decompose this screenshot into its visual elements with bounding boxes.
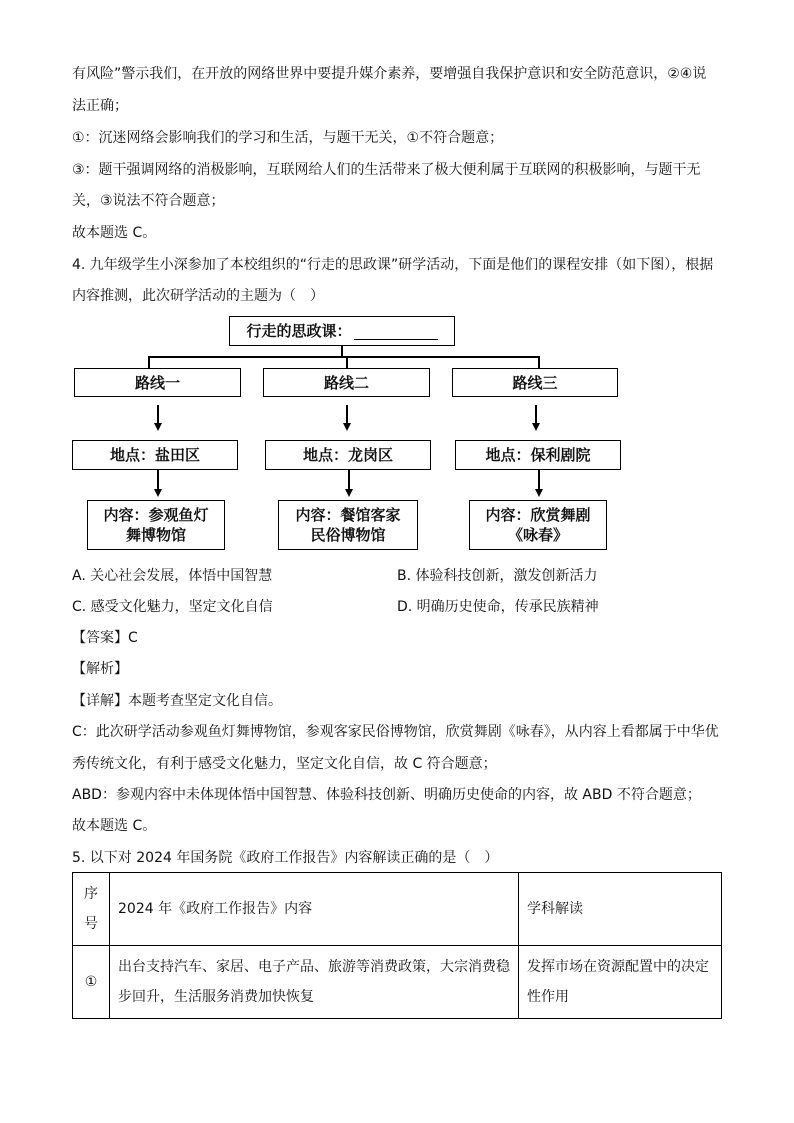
route-3-name: 路线三 [512,373,558,392]
route-2-name: 路线二 [323,373,369,392]
text-line: 有风险”警示我们，在开放的网络世界中要提升媒介素养，要增强自我保护意识和安全防范意识，②④说 [72,66,707,82]
route-3-content: 内容：欣赏舞剧 [485,506,591,524]
arrow-down-icon [345,489,353,497]
text-line: 关，③说法不符合题意； [72,193,225,209]
route-2-content-box [278,500,418,550]
diagram-title-box [229,316,455,346]
row-reading [519,946,722,1019]
route-2-content: 民俗博物馆 [310,526,386,544]
detail-line: 【详解】本题考查坚定文化自信。 [72,693,282,709]
question-4-stem: 内容推测，此次研学活动的主题为（ ） [72,288,324,304]
answer-label: 【答案】C [72,630,138,646]
table-header-row [73,873,722,946]
route-2-box [263,368,430,397]
route-1-content: 舞博物馆 [125,526,186,544]
explanation-line: 秀传统文化，有利于感受文化魅力，坚定文化自信，故 C 符合题意； [72,756,497,772]
route-2-content: 内容：餐馆客家 [295,506,401,524]
header-number-text: 序 [84,886,98,902]
analysis-label: 【解析】 [72,661,128,677]
header-reading: 学科解读 [519,873,722,946]
arrow-line [346,405,348,424]
option-a: A. 关心社会发展，体悟中国智慧 [72,568,273,584]
question-5-stem: 5. 以下对 2024 年国务院《政府工作报告》内容解读正确的是（ ） [72,850,499,866]
arrow-down-icon [154,423,162,431]
table-row [73,946,722,1019]
connector [538,356,540,368]
connector [148,356,150,368]
route-1-content: 内容：参观鱼灯 [103,506,209,524]
arrow-line [157,470,159,490]
option-c: C. 感受文化魅力，坚定文化自信 [72,599,273,615]
option-d: D. 明确历史使命，传承民族精神 [397,599,599,615]
explanation-line: 故本题选 C。 [72,818,157,834]
route-1-place: 地点：盐田区 [109,446,200,464]
arrow-down-icon [535,489,543,497]
text-line: 故本题选 C。 [72,225,157,241]
arrow-line [157,405,159,424]
explanation-line: C：此次研学活动参观鱼灯舞博物馆，参观客家民俗博物馆，欣赏舞剧《咏春》，从内容上看都属于中华优 [72,724,719,740]
route-1-name: 路线一 [134,373,180,392]
text-line: 法正确； [72,98,128,114]
explanation-line: ABD：参观内容中未体现体悟中国智慧、体验科技创新、明确历史使命的内容，故 ABD 不符合题意； [72,787,701,803]
row-reading-text: 发挥市场在资源配置中的决定 [527,959,709,975]
arrow-line [535,405,537,424]
arrow-line [348,470,350,490]
route-2-place: 地点：龙岗区 [302,446,393,464]
connector [346,356,348,368]
arrow-down-icon [532,423,540,431]
route-3-place-box [455,440,621,470]
route-3-place: 地点：保利剧院 [485,446,591,464]
arrow-down-icon [343,423,351,431]
header-number-text: 号 [84,916,98,932]
arrow-line [538,470,540,490]
header-number [73,873,110,946]
answer-blank [354,323,438,340]
row-reading-text: 性作用 [527,989,569,1005]
text-line: ①：沉迷网络会影响我们的学习和生活，与题干无关，①不符合题意； [72,130,504,146]
connector [148,356,539,358]
header-content: 2024 年《政府工作报告》内容 [110,873,519,946]
question-5-table [72,872,722,1019]
route-2-place-box [265,440,431,470]
question-4-stem: 4. 九年级学生小深参加了本校组织的“行走的思政课”研学活动，下面是他们的课程安排（如下图），根据 [72,257,714,273]
row-content [110,946,519,1019]
arrow-down-icon [154,489,162,497]
row-content-text: 出台支持汽车、家居、电子产品、旅游等消费政策，大宗消费稳 [118,959,510,975]
row-content-text: 步回升，生活服务消费加快恢复 [118,989,314,1005]
route-1-content-box [87,500,225,550]
route-3-box [452,368,618,397]
row-number: ① [73,946,110,1019]
option-b: B. 体验科技创新，激发创新活力 [397,568,598,584]
text-line: ③：题干强调网络的消极影响，互联网给人们的生活带来了极大便利属于互联网的积极影响，与题干无 [72,162,701,178]
route-3-content: 《咏春》 [507,526,568,544]
route-1-place-box [72,440,238,470]
diagram-title: 行走的思政课： [246,322,352,340]
route-1-box [74,368,241,397]
route-3-content-box [469,500,607,550]
